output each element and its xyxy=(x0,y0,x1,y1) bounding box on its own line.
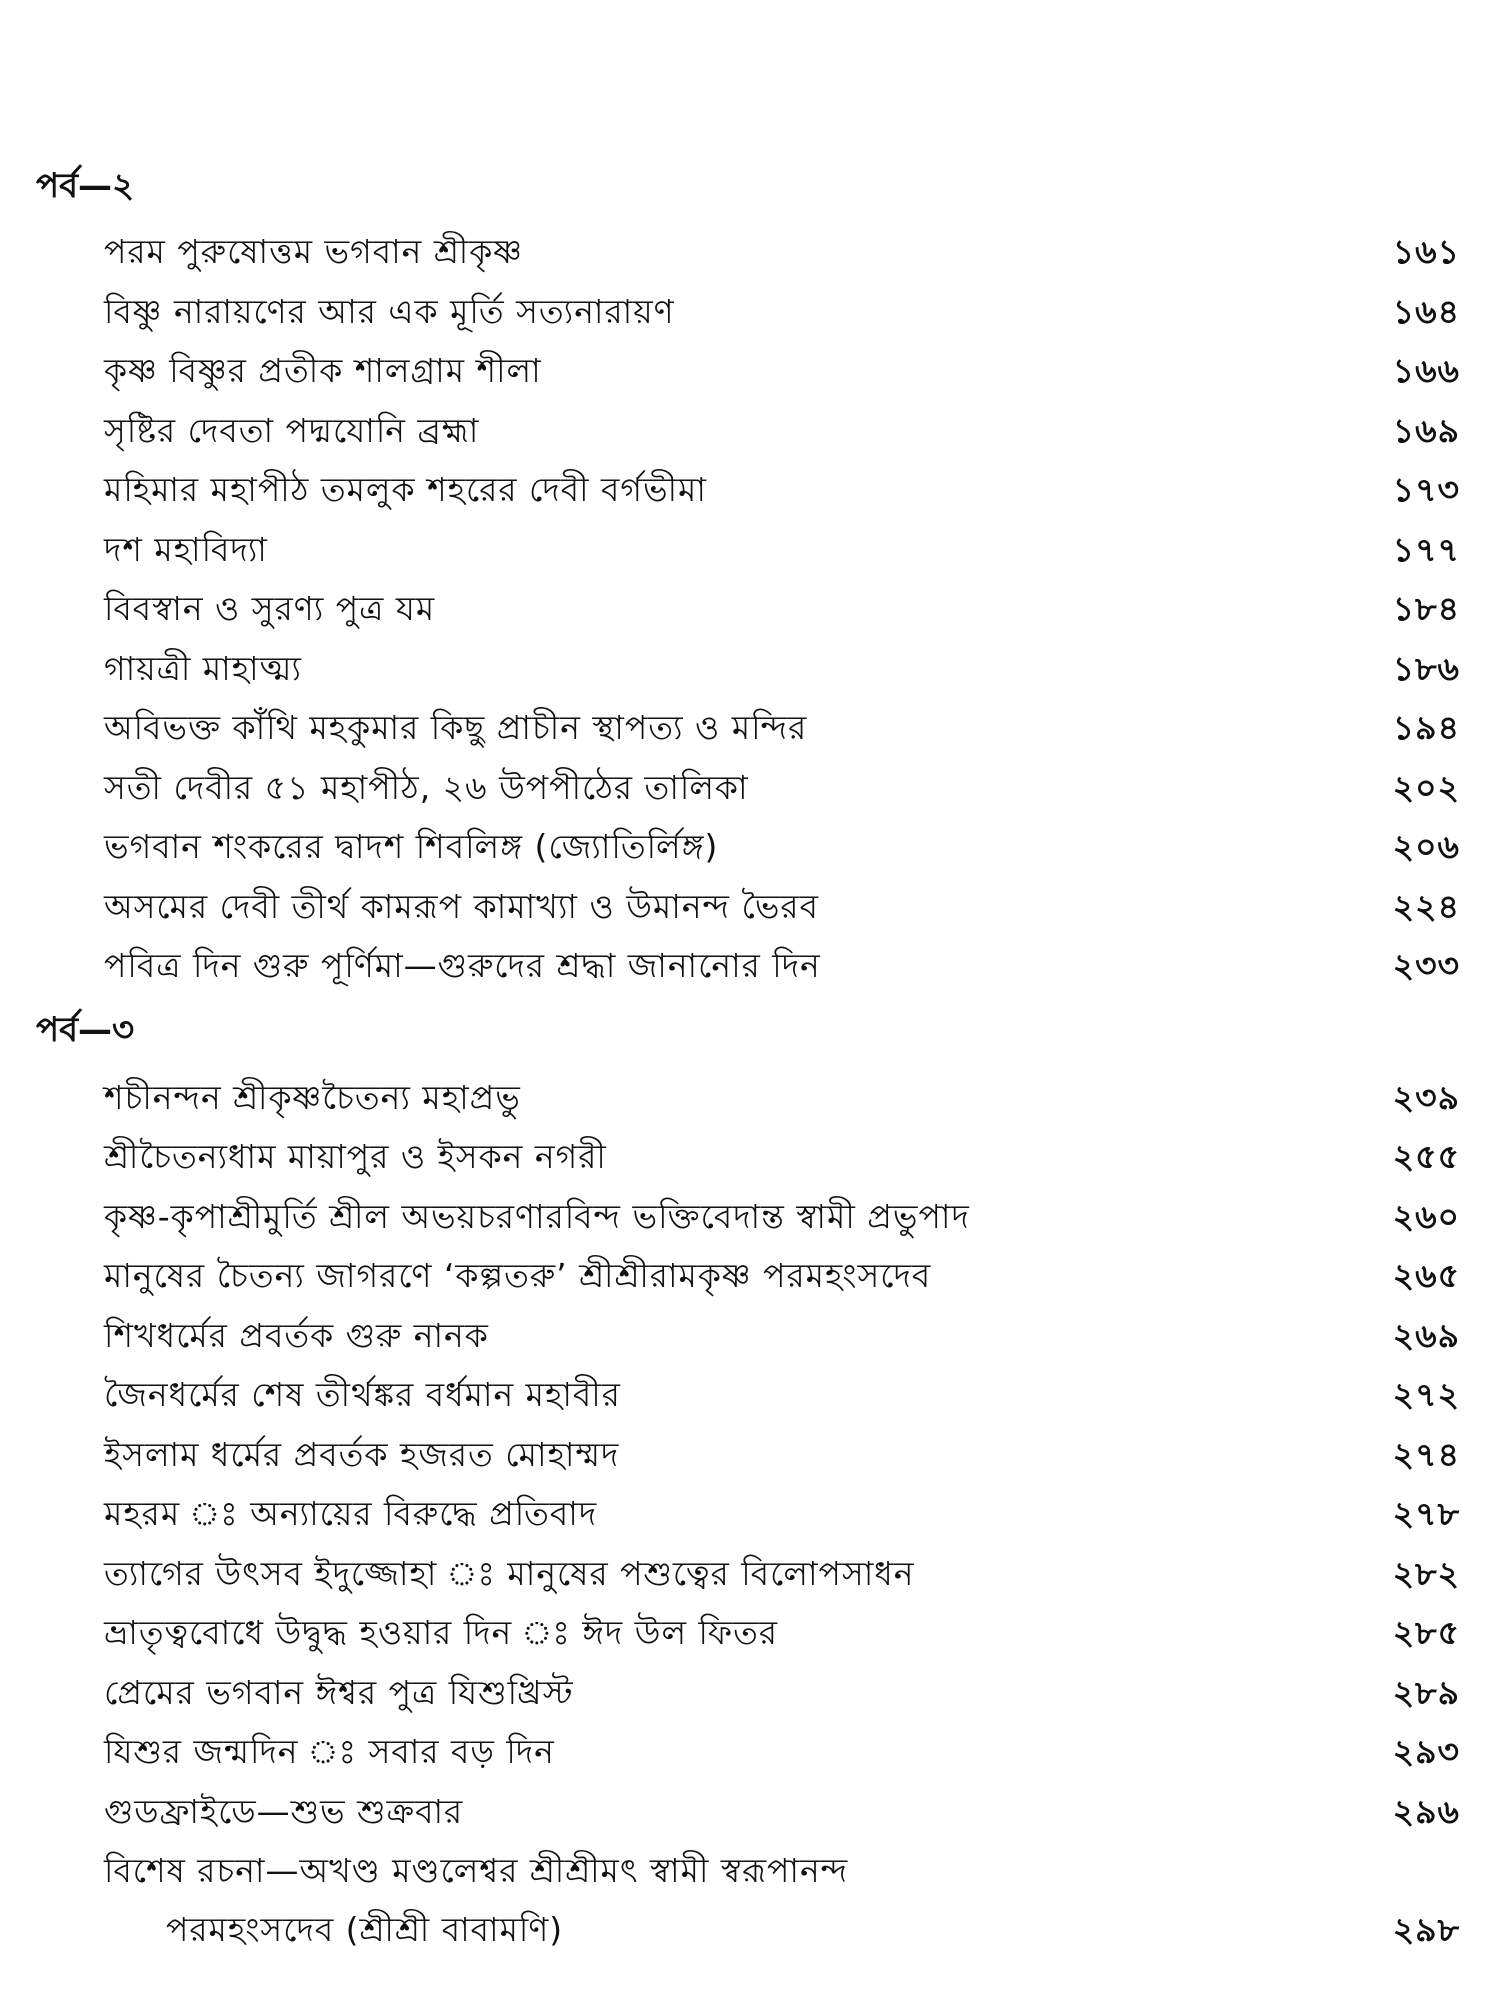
toc-entry-page: ২৭৮ xyxy=(1392,1494,1460,1533)
toc-entry xyxy=(36,1663,1460,1723)
toc-entry-page: ২৩৯ xyxy=(1392,1077,1460,1117)
toc-entry-title: অবিভক্ত কাঁথি মহকুমার কিছু প্রাচীন স্থাপত্য ও মন্দির xyxy=(104,708,808,747)
toc-entry xyxy=(36,936,1460,996)
toc-entry-title: শিখধর্মের প্রবর্তক গুরু নানক xyxy=(104,1315,489,1355)
toc-entry xyxy=(36,520,1460,580)
toc-entry xyxy=(36,817,1460,877)
toc-entry xyxy=(36,1365,1460,1425)
toc-entry xyxy=(36,1425,1460,1485)
toc-entry xyxy=(36,1544,1460,1604)
toc-entry-title: সৃষ্টির দেবতা পদ্মযোনি ব্রহ্মা xyxy=(104,410,480,450)
toc-entry xyxy=(36,460,1460,520)
toc-entry-page: ২৮২ xyxy=(1392,1553,1460,1593)
toc-entry-page: ২২৪ xyxy=(1392,886,1460,926)
toc-entry-page: ১৭৩ xyxy=(1392,470,1460,509)
toc-entry-page: ১৬৬ xyxy=(1392,351,1460,390)
toc-entry-page: ২৮৫ xyxy=(1392,1613,1460,1652)
toc-entry-title: পবিত্র দিন গুরু পূর্ণিমা—গুরুদের শ্রদ্ধা জানানোর দিন xyxy=(104,946,821,985)
toc-entry-page: ১৬১ xyxy=(1392,232,1460,271)
table-of-contents xyxy=(36,158,1460,1959)
toc-entry-page: ১৬৯ xyxy=(1392,410,1460,450)
toc-entry xyxy=(36,1187,1460,1247)
toc-entry-title: বিষ্ণু নারায়ণের আর এক মূর্তি সত্যনারায়ণ xyxy=(104,291,675,331)
toc-entry-page: ২৬৯ xyxy=(1392,1315,1460,1355)
toc-entry-page: ২৮৯ xyxy=(1392,1672,1460,1712)
toc-entry xyxy=(36,1603,1460,1663)
toc-entry-title: সতী দেবীর ৫১ মহাপীঠ, ২৬ উপপীঠের তালিকা xyxy=(104,767,749,807)
toc-entry-page: ২৬৫ xyxy=(1392,1256,1460,1295)
toc-entry-title: ত্যাগের উৎসব ইদুজ্জোহা ঃ মানুষের পশুত্বের বিলোপসাধন xyxy=(104,1553,915,1593)
toc-entry-title: পরম পুরুষোত্তম ভগবান শ্রীকৃষ্ণ xyxy=(104,232,523,271)
toc-entry-page: ১৮৬ xyxy=(1392,648,1460,688)
toc-entry xyxy=(36,639,1460,699)
toc-entry-title: কৃষ্ণ বিষ্ণুর প্রতীক শালগ্রাম শীলা xyxy=(104,351,542,390)
toc-entry-title: শ্রীচৈতন্যধাম মায়াপুর ও ইসকন নগরী xyxy=(104,1137,607,1176)
toc-entry-page: ২৯৬ xyxy=(1392,1791,1460,1831)
toc-entry xyxy=(36,222,1460,282)
toc-entry xyxy=(36,1782,1460,1842)
toc-entry-title: বিশেষ রচনা—অখণ্ড মণ্ডলেশ্বর শ্রীশ্রীমৎ স্বামী স্বরূপানন্দ xyxy=(104,1851,849,1890)
toc-entry-page: ২৩৩ xyxy=(1392,946,1460,985)
toc-entry-title: গুডফ্রাইডে—শুভ শুক্রবার xyxy=(104,1791,464,1831)
toc-entry xyxy=(36,877,1460,937)
toc-entry-title: ভ্রাতৃত্ববোধে উদ্বুদ্ধ হওয়ার দিন ঃ ঈদ উল ফিতর xyxy=(104,1613,778,1652)
toc-entry-title: বিবস্বান ও সুরণ্য পুত্র যম xyxy=(104,589,436,628)
toc-entry-page: ২৯৮ xyxy=(1392,1910,1460,1949)
toc-entry-page: ১৬৪ xyxy=(1392,291,1460,331)
toc-entry-title-continued: পরমহংসদেব (শ্রীশ্রী বাবামণি) xyxy=(166,1910,564,1949)
toc-entry xyxy=(36,341,1460,401)
toc-entry xyxy=(36,1722,1460,1782)
toc-entry-title: দশ মহাবিদ্যা xyxy=(104,529,268,569)
toc-entry xyxy=(36,282,1460,342)
toc-entry xyxy=(36,1841,1460,1959)
toc-entry xyxy=(36,1127,1460,1187)
toc-entry-page: ১৮৪ xyxy=(1392,589,1460,628)
toc-entry xyxy=(36,698,1460,758)
toc-entry-page: ১৯৪ xyxy=(1392,708,1460,747)
toc-entry-title: অসমের দেবী তীর্থ কামরূপ কামাখ্যা ও উমানন্দ ভৈরব xyxy=(104,886,819,926)
toc-entry-page: ২৫৫ xyxy=(1392,1137,1460,1176)
toc-entry-page: ২৬০ xyxy=(1392,1196,1460,1236)
toc-entry-page: ২৭২ xyxy=(1392,1375,1460,1414)
toc-entry-page: ২০২ xyxy=(1392,767,1460,807)
toc-entry-title: জৈনধর্মের শেষ তীর্থঙ্কর বর্ধমান মহাবীর xyxy=(104,1375,621,1414)
toc-entry xyxy=(36,1484,1460,1544)
toc-entry-title: মহিমার মহাপীঠ তমলুক শহরের দেবী বর্গভীমা xyxy=(104,470,707,509)
toc-entry-title: ইসলাম ধর্মের প্রবর্তক হজরত মোহাম্মদ xyxy=(104,1434,620,1474)
toc-entry xyxy=(36,579,1460,639)
section-heading-parba-2: পর্ব—২ xyxy=(36,166,135,206)
toc-entry-title: গায়ত্রী মাহাত্ম্য xyxy=(104,648,302,688)
section-heading-parba-3: পর্ব—৩ xyxy=(36,1009,135,1050)
toc-entry-page: ১৭৭ xyxy=(1392,529,1460,569)
toc-entry-page: ২৯৩ xyxy=(1392,1732,1460,1771)
toc-entry xyxy=(36,1068,1460,1128)
toc-entry xyxy=(36,1306,1460,1366)
toc-entry-page: ২০৬ xyxy=(1392,827,1460,866)
toc-entry-title: মানুষের চৈতন্য জাগরণে ‘কল্পতরু’ শ্রীশ্রীরামকৃষ্ণ পরমহংসদেব xyxy=(104,1256,932,1295)
toc-entry xyxy=(36,758,1460,818)
toc-entry xyxy=(36,401,1460,461)
toc-entry-title: শচীনন্দন শ্রীকৃষ্ণচৈতন্য মহাপ্রভু xyxy=(104,1077,521,1117)
toc-entry-page: ২৭৪ xyxy=(1392,1434,1460,1474)
toc-entry-title: কৃষ্ণ-কৃপাশ্রীমুর্তি শ্রীল অভয়চরণারবিন্দ ভক্তিবেদান্ত স্বামী প্রভুপাদ xyxy=(104,1196,970,1236)
toc-entry-title: ভগবান শংকরের দ্বাদশ শিবলিঙ্গ (জ্যোতির্লিঙ্গ) xyxy=(104,827,719,866)
toc-entry xyxy=(36,1246,1460,1306)
toc-entry-title: মহরম ঃ অন্যায়ের বিরুদ্ধে প্রতিবাদ xyxy=(104,1494,598,1533)
toc-entry-title: প্রেমের ভগবান ঈশ্বর পুত্র যিশুখ্রিস্ট xyxy=(104,1672,574,1712)
toc-entry-title: যিশুর জন্মদিন ঃ সবার বড় দিন xyxy=(104,1732,555,1771)
